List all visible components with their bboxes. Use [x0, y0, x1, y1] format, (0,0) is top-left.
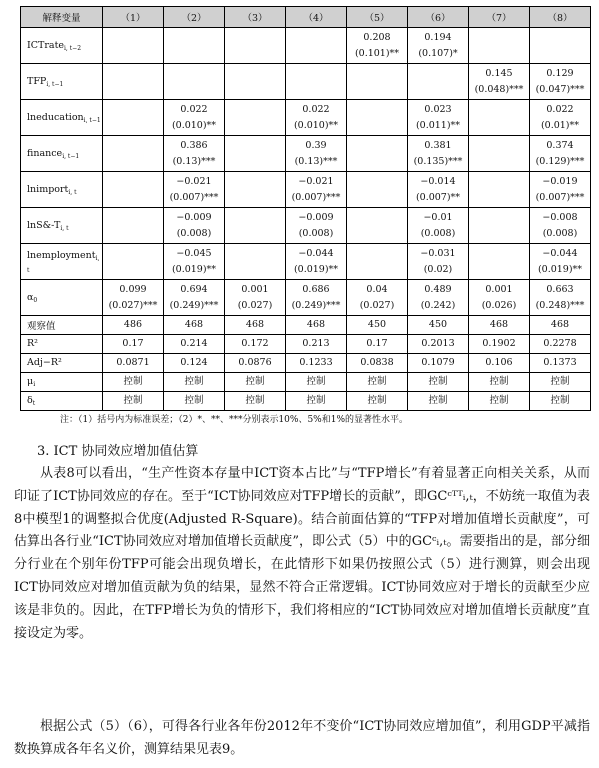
variable-name — [21, 136, 103, 172]
coef-cell — [469, 64, 530, 100]
stat-value: 450 — [408, 316, 469, 335]
std-error: (0.047)*** — [535, 83, 585, 95]
stat-value: 控制 — [530, 373, 591, 392]
coef-cell — [225, 28, 286, 64]
coef-cell — [347, 28, 408, 64]
column-header: （2） — [164, 7, 225, 28]
coef-cell — [286, 208, 347, 244]
coef-value: −0.008 — [542, 211, 578, 223]
coef-value: −0.045 — [176, 247, 212, 259]
coef-value: 0.386 — [180, 139, 208, 151]
variable-subscript: t — [32, 400, 36, 407]
coef-cell — [225, 172, 286, 208]
coef-cell — [286, 280, 347, 316]
std-error: (0.008) — [542, 227, 578, 239]
stat-value: 0.17 — [103, 335, 164, 354]
coef-cell — [164, 280, 225, 316]
coef-cell — [286, 64, 347, 100]
variable-label: lnemployment — [27, 249, 96, 261]
std-error: (0.01)** — [540, 119, 580, 131]
coef-cell — [225, 136, 286, 172]
coef-cell — [347, 172, 408, 208]
coef-cell — [469, 172, 530, 208]
stat-value: 控制 — [469, 373, 530, 392]
stat-row — [21, 335, 591, 354]
table-row — [21, 244, 591, 280]
coef-cell — [408, 280, 469, 316]
variable-name — [21, 64, 103, 100]
table-row — [21, 208, 591, 244]
column-header: 解释变量 — [21, 7, 103, 28]
section-title: 3. ICT 协同效应增加值估算 — [37, 444, 199, 459]
column-header: （7） — [469, 7, 530, 28]
coef-cell — [103, 100, 164, 136]
std-error: (0.007)*** — [291, 191, 341, 203]
variable-name — [21, 208, 103, 244]
coef-cell — [408, 208, 469, 244]
stat-value: 0.17 — [347, 335, 408, 354]
coef-cell — [164, 244, 225, 280]
variable-name — [21, 316, 103, 335]
std-error: (0.011)** — [415, 119, 461, 131]
coef-cell — [164, 64, 225, 100]
coef-value: 0.001 — [241, 283, 269, 295]
coef-cell — [103, 172, 164, 208]
coef-cell — [530, 280, 591, 316]
coef-cell — [347, 64, 408, 100]
stat-value: 控制 — [408, 373, 469, 392]
std-error: (0.249)*** — [169, 299, 219, 311]
coef-cell — [103, 136, 164, 172]
coef-cell — [530, 64, 591, 100]
coef-value: 0.022 — [546, 103, 574, 115]
coef-value: 0.39 — [305, 139, 327, 151]
coef-cell — [225, 64, 286, 100]
variable-label: finance — [27, 147, 63, 159]
variable-label: α — [27, 291, 34, 303]
coef-cell — [469, 208, 530, 244]
coef-value: −0.021 — [298, 175, 334, 187]
coef-value: 0.663 — [546, 283, 574, 295]
stat-value: 0.1079 — [408, 354, 469, 373]
coef-cell — [164, 100, 225, 136]
coef-value: 0.694 — [180, 283, 208, 295]
coef-value: −0.044 — [542, 247, 578, 259]
coef-cell — [347, 244, 408, 280]
coef-value: 0.489 — [424, 283, 452, 295]
coef-value: −0.009 — [298, 211, 334, 223]
coef-cell — [103, 28, 164, 64]
variable-label: TFP — [27, 75, 47, 87]
stat-value: 控制 — [408, 392, 469, 411]
stat-value: 控制 — [225, 373, 286, 392]
column-header: （6） — [408, 7, 469, 28]
variable-name — [21, 100, 103, 136]
coef-cell — [469, 244, 530, 280]
coef-value: 0.374 — [546, 139, 574, 151]
std-error: (0.048)*** — [474, 83, 524, 95]
coef-value: 0.129 — [546, 67, 574, 79]
variable-subscript: i, t — [60, 224, 69, 232]
variable-subscript: i, t — [27, 254, 100, 274]
variable-label: lnS&-T — [27, 219, 61, 231]
coef-cell — [408, 64, 469, 100]
stat-row — [21, 392, 591, 411]
coef-value: 0.686 — [302, 283, 330, 295]
std-error: (0.007)*** — [535, 191, 585, 203]
stat-value: 468 — [469, 316, 530, 335]
stat-value: 0.1902 — [469, 335, 530, 354]
std-error: (0.129)*** — [535, 155, 585, 167]
body-paragraph: 从表8可以看出，“生产性资本存量中ICT资本占比”与“TFP增长”有着显著正向相关关系，从而印证了ICT协同效应的存在。至于“ICT协同效应对TFP增长的贡献”，即GCᶜᵀᵀᵢ,ₜ，不妨统一取值为表8中模型1的调整拟合优度(Adjusted R-Square)。结合前面估算的“TFP对增加值增长贡献度”，可估算出各行业“ICT协同效应对增加值增长贡献度”，即公式（5）中的GCᶜᵢ,ₜ。需要指出的是，部分细分行业在个别年份TFP可能会出现负增长，在此情形下如果仍按照公式（5）进行测算，则会出现ICT协同效应对增加值贡献为负的结果，显然不符合正常逻辑。ICT协同效应对于增长的贡献至少应该是非负的。因此，在TFP增长为负的情形下，我们将相应的“ICT协同效应对增加值增长贡献度”直接设定为零。 — [14, 466, 590, 641]
coef-cell — [347, 100, 408, 136]
coef-value: 0.04 — [366, 283, 388, 295]
stat-value: 0.0838 — [347, 354, 408, 373]
variable-label: lnimport — [27, 183, 69, 195]
stat-value: 控制 — [164, 373, 225, 392]
coef-cell — [530, 28, 591, 64]
coef-cell — [530, 244, 591, 280]
variable-subscript: i — [33, 381, 36, 388]
variable-name — [21, 354, 103, 373]
column-header: （8） — [530, 7, 591, 28]
coef-cell — [164, 28, 225, 64]
coef-cell — [286, 28, 347, 64]
coef-cell — [347, 136, 408, 172]
variable-label: ICTrate — [27, 39, 65, 51]
stat-value: 468 — [225, 316, 286, 335]
coef-value: −0.014 — [420, 175, 456, 187]
stat-value: 控制 — [347, 373, 408, 392]
stat-value: 控制 — [164, 392, 225, 411]
stat-value: 0.124 — [164, 354, 225, 373]
variable-name — [21, 172, 103, 208]
coef-value: −0.031 — [420, 247, 456, 259]
stat-value: 450 — [347, 316, 408, 335]
coef-value: −0.009 — [176, 211, 212, 223]
coef-value: 0.099 — [119, 283, 147, 295]
coef-cell — [530, 136, 591, 172]
std-error: (0.007)** — [415, 191, 461, 203]
table-note: 注：（1）括号内为标准误差；（2）*、**、***分别表示10%、5%和1%的显著性水平。 — [60, 415, 409, 425]
stat-value: 控制 — [347, 392, 408, 411]
variable-name — [21, 28, 103, 64]
stat-value: 0.2278 — [530, 335, 591, 354]
std-error: (0.249)*** — [291, 299, 341, 311]
std-error: (0.027) — [359, 299, 395, 311]
coef-cell — [103, 244, 164, 280]
table-header-row — [21, 7, 591, 28]
std-error: (0.135)*** — [413, 155, 463, 167]
std-error: (0.248)*** — [535, 299, 585, 311]
coef-cell — [225, 244, 286, 280]
std-error: (0.02) — [423, 263, 453, 275]
table-row — [21, 64, 591, 100]
coef-cell — [347, 280, 408, 316]
coef-value: 0.194 — [424, 31, 452, 43]
stat-row — [21, 354, 591, 373]
coef-cell — [408, 244, 469, 280]
table-row — [21, 280, 591, 316]
table-body — [21, 28, 591, 411]
table-row — [21, 136, 591, 172]
std-error: (0.107)* — [418, 47, 458, 59]
stat-value: 486 — [103, 316, 164, 335]
std-error: (0.019)** — [293, 263, 339, 275]
stat-value: 0.106 — [469, 354, 530, 373]
stat-value: 468 — [164, 316, 225, 335]
coef-cell — [103, 280, 164, 316]
std-error: (0.010)** — [171, 119, 217, 131]
coef-value: 0.022 — [180, 103, 208, 115]
variable-label: μ — [27, 376, 34, 387]
variable-label: 观察值 — [27, 320, 56, 332]
column-header: （3） — [225, 7, 286, 28]
std-error: (0.008) — [298, 227, 334, 239]
stat-value: 控制 — [103, 373, 164, 392]
coef-value: 0.022 — [302, 103, 330, 115]
std-error: (0.101)** — [354, 47, 400, 59]
coef-cell — [469, 136, 530, 172]
coef-value: −0.044 — [298, 247, 334, 259]
coef-cell — [408, 100, 469, 136]
stat-value: 0.0871 — [103, 354, 164, 373]
coef-cell — [286, 100, 347, 136]
coef-cell — [530, 172, 591, 208]
table-row — [21, 28, 591, 64]
variable-subscript: i, t−2 — [64, 44, 82, 52]
table-row — [21, 100, 591, 136]
coef-value: 0.381 — [424, 139, 452, 151]
variable-label: δ — [27, 395, 33, 406]
std-error: (0.008) — [420, 227, 456, 239]
table-row — [21, 172, 591, 208]
coef-value: 0.001 — [485, 283, 513, 295]
coef-cell — [164, 208, 225, 244]
variable-subscript: i, t−1 — [83, 116, 101, 124]
coef-cell — [347, 208, 408, 244]
coef-cell — [408, 28, 469, 64]
stat-value: 控制 — [286, 373, 347, 392]
variable-name — [21, 335, 103, 354]
coef-cell — [469, 100, 530, 136]
std-error: (0.026) — [481, 299, 517, 311]
std-error: (0.242) — [420, 299, 456, 311]
column-header: （5） — [347, 7, 408, 28]
stat-value: 0.172 — [225, 335, 286, 354]
variable-name — [21, 373, 103, 392]
stat-value: 0.1373 — [530, 354, 591, 373]
variable-label: Adj−R² — [27, 357, 62, 368]
column-header: （1） — [103, 7, 164, 28]
variable-subscript: 0 — [33, 296, 38, 304]
stat-value: 控制 — [286, 392, 347, 411]
coef-value: −0.01 — [423, 211, 453, 223]
stat-value: 0.2013 — [408, 335, 469, 354]
coef-cell — [286, 244, 347, 280]
variable-label: R² — [27, 338, 38, 349]
variable-name — [21, 244, 103, 280]
std-error: (0.019)** — [171, 263, 217, 275]
std-error: (0.027) — [237, 299, 273, 311]
variable-subscript: i, t — [68, 188, 77, 196]
coef-cell — [469, 280, 530, 316]
stat-value: 0.214 — [164, 335, 225, 354]
column-header: （4） — [286, 7, 347, 28]
coef-value: 0.208 — [363, 31, 391, 43]
stat-row — [21, 316, 591, 335]
std-error: (0.027)*** — [108, 299, 158, 311]
body-paragraph: 根据公式（5）（6），可得各行业各年份2012年不变价“ICT协同效应增加值”，利用GDP平减指数换算成各年名义价，测算结果见表9。 — [14, 719, 590, 757]
coef-cell — [286, 172, 347, 208]
coef-value: −0.019 — [542, 175, 578, 187]
coef-value: 0.023 — [424, 103, 452, 115]
stat-value: 控制 — [530, 392, 591, 411]
coef-cell — [408, 172, 469, 208]
coef-cell — [408, 136, 469, 172]
variable-label: lneducation — [27, 111, 84, 123]
coef-cell — [164, 172, 225, 208]
stat-value: 控制 — [469, 392, 530, 411]
coef-cell — [103, 208, 164, 244]
coef-value: 0.145 — [485, 67, 513, 79]
variable-name — [21, 280, 103, 316]
std-error: (0.010)** — [293, 119, 339, 131]
coef-cell — [530, 208, 591, 244]
regression-table — [20, 6, 591, 411]
variable-subscript: i, t−1 — [46, 80, 64, 88]
coef-cell — [225, 208, 286, 244]
variable-subscript: i, t−1 — [62, 152, 80, 160]
stat-row — [21, 373, 591, 392]
coef-cell — [103, 64, 164, 100]
std-error: (0.13)*** — [294, 155, 338, 167]
coef-cell — [225, 280, 286, 316]
std-error: (0.13)*** — [172, 155, 216, 167]
std-error: (0.007)*** — [169, 191, 219, 203]
coef-cell — [469, 28, 530, 64]
coef-value: −0.021 — [176, 175, 212, 187]
stat-value: 468 — [286, 316, 347, 335]
stat-value: 0.0876 — [225, 354, 286, 373]
std-error: (0.008) — [176, 227, 212, 239]
stat-value: 控制 — [103, 392, 164, 411]
stat-value: 468 — [530, 316, 591, 335]
coef-cell — [225, 100, 286, 136]
stat-value: 0.1233 — [286, 354, 347, 373]
coef-cell — [530, 100, 591, 136]
stat-value: 控制 — [225, 392, 286, 411]
stat-value: 0.213 — [286, 335, 347, 354]
coef-cell — [286, 136, 347, 172]
coef-cell — [164, 136, 225, 172]
std-error: (0.019)** — [537, 263, 583, 275]
variable-name — [21, 392, 103, 411]
